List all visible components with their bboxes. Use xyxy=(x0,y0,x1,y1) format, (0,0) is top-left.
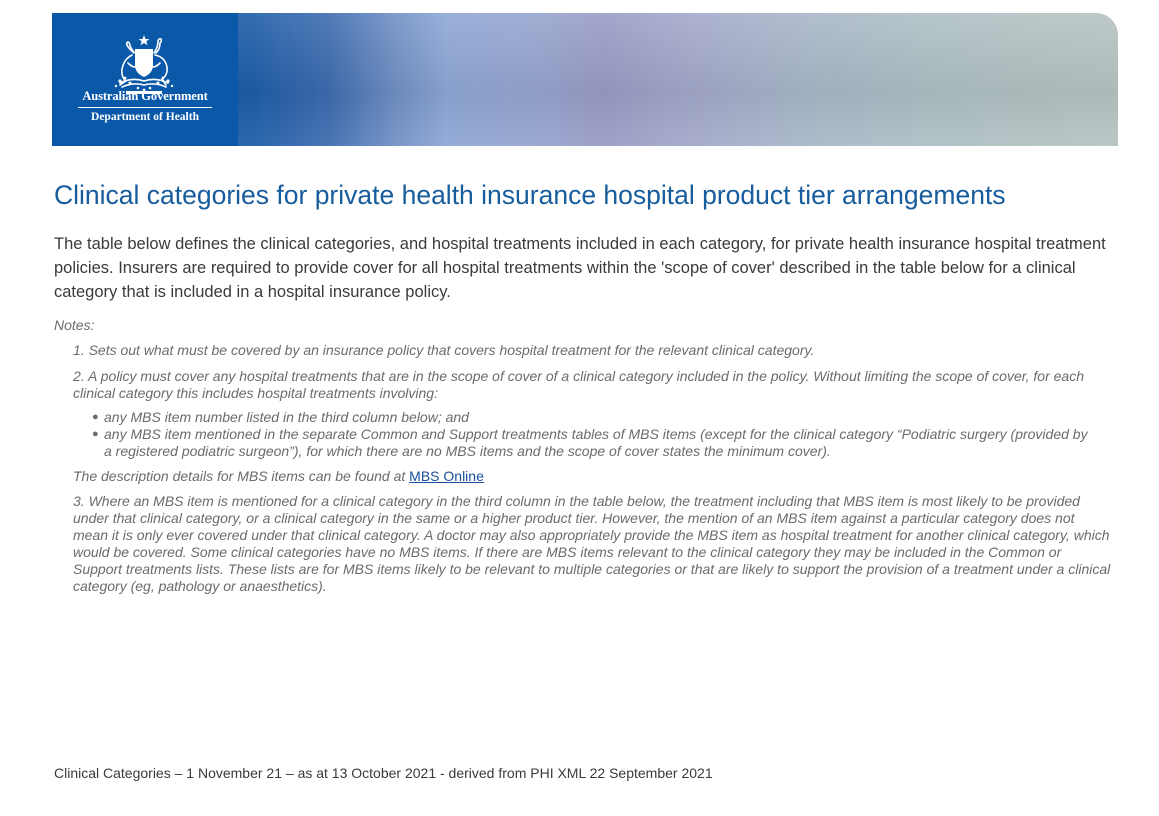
note-3: 3. Where an MBS item is mentioned for a clinical category in the third column in the table below, the treatment including that MBS item is most likely to be provided under that clinical category, or a clinical category in the same or a higher product tier. However, the mention of an MBS item against a particular category does not mean it is only ever covered under that clinical category. A doctor may also appropriately provide the MBS item as hospital treatment for another clinical category, which would be covered. Some clinical categories have no MBS items. If there are MBS items relevant to the clinical category they may be included in the Common or Support treatments lists. These lists are for MBS items likely to be relevant to multiple categories or that are likely to support the provision of a treatment under a clinical category (eg, pathology or anaesthetics). xyxy=(73,493,1111,594)
mbs-description-note xyxy=(73,468,1113,485)
header-banner xyxy=(52,13,1118,146)
note-1: 1. Sets out what must be covered by an insurance policy that covers hospital treatment for the relevant clinical category. xyxy=(73,342,815,358)
mbs-online-link[interactable]: MBS Online xyxy=(409,468,484,484)
intro-paragraph: The table below defines the clinical categories, and hospital treatments included in each category, for private health insurance hospital treatment policies. Insurers are required to provide cover for all hospital treatments within the 'scope of cover' described in the table below for a clinical category that is included in a hospital insurance policy. xyxy=(54,235,1106,301)
notes-label: Notes: xyxy=(54,317,95,333)
mbs-description-text: The description details for MBS items can be found at xyxy=(73,468,410,484)
note-2-bullet-list xyxy=(91,409,1091,460)
bullet-icon: ● xyxy=(92,411,99,423)
note-2: 2. A policy must cover any hospital treatments that are in the scope of cover of a clinical category included in the policy. Without limiting the scope of cover, for each clinical category this includes hospital treatments involving: xyxy=(73,368,1084,401)
bullet-text: any MBS item number listed in the third column below; and xyxy=(104,409,469,425)
government-name: Australian Government xyxy=(82,89,208,103)
australian-coat-of-arms-icon xyxy=(108,33,180,95)
page-footer: Clinical Categories – 1 November 21 – as at 13 October 2021 - derived from PHI XML 22 September 2021 xyxy=(54,765,713,781)
bullet-icon: ● xyxy=(92,428,99,440)
department-name: Department of Health xyxy=(91,111,199,123)
government-logo-block xyxy=(52,13,238,146)
page-title: Clinical categories for private health insurance hospital product tier arrangements xyxy=(54,180,1006,210)
bullet-text: any MBS item mentioned in the separate Common and Support treatments tables of MBS items (except for the clinical category “Podiatric surgery (provided by a registered podiatric surgeon”), for which there are no MBS items and the scope of cover states the minimum cover). xyxy=(104,426,1088,459)
list-item xyxy=(91,409,1091,426)
logo-divider xyxy=(78,107,212,108)
list-item xyxy=(91,426,1091,460)
